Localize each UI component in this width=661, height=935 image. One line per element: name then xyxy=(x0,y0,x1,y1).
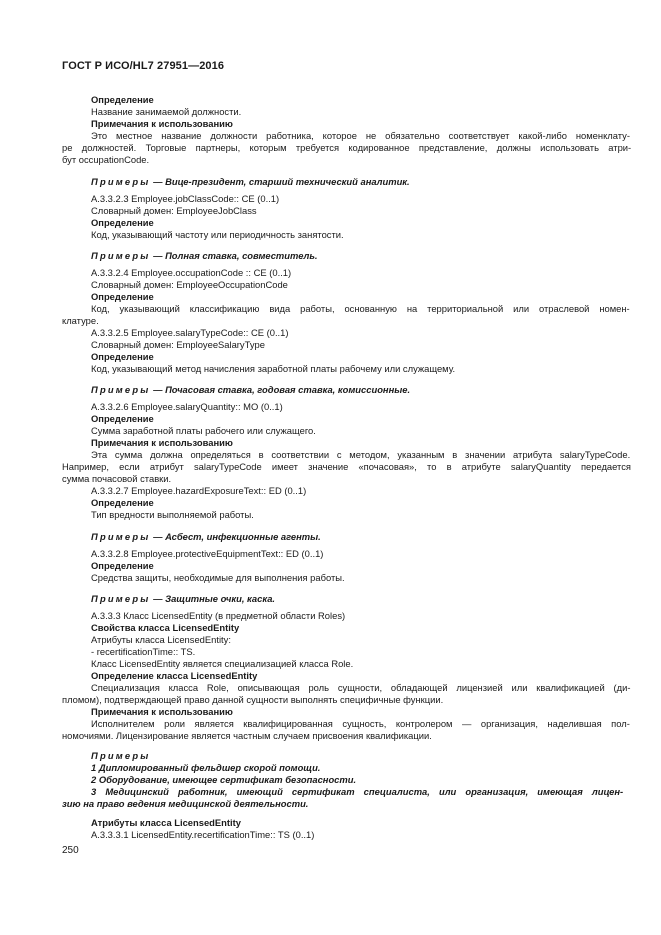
line-text: Например, если атрибут salaryTypeCode имеет значение «почасовая», то в атрибуте salaryQuantity передается xyxy=(62,461,631,472)
line-text: Примечания к использованию xyxy=(91,706,233,717)
section-heading xyxy=(91,560,154,571)
line-text: Словарный домен: EmployeeOccupationCode xyxy=(91,279,288,290)
example-line xyxy=(91,762,320,773)
text-line xyxy=(91,339,265,350)
line-text: Тип вредности выполняемой работы. xyxy=(91,509,254,520)
section-heading xyxy=(91,622,239,633)
line-text: Примечания к использованию xyxy=(91,437,233,448)
text-line xyxy=(91,193,279,204)
text-line xyxy=(91,425,316,436)
line-text: Определение класса LicensedEntity xyxy=(91,670,258,681)
page-number: 250 xyxy=(62,845,79,856)
line-text: пломом), подтверждающей право данной сущности выполнять специфичные функции. xyxy=(62,694,444,705)
text-line xyxy=(62,142,631,153)
example-line xyxy=(91,593,275,604)
section-heading xyxy=(91,413,154,424)
document-header: ГОСТ Р ИСО/HL7 27951—2016 xyxy=(62,60,225,72)
line-text: Атрибуты класса LicensedEntity xyxy=(91,817,241,828)
text-line xyxy=(62,473,171,484)
line-text: Сумма заработной платы рабочего или служащего. xyxy=(91,425,316,436)
text-line xyxy=(91,229,344,240)
line-text: Специализация класса Role, описывающая роль сущности, обладающей лицензией или квалификацией (ди- xyxy=(91,682,631,693)
line-text: Атрибуты класса LicensedEntity: xyxy=(91,634,231,645)
line-text: Определение xyxy=(91,497,154,508)
text-line xyxy=(91,106,241,117)
line-text: ре должностей. Торговые партнеры, которым требуется кодированное представление, должны использовать атри- xyxy=(62,142,632,153)
line-text: Средства защиты, необходимые для выполнения работы. xyxy=(91,572,345,583)
line-text: — Защитные очки, каска. xyxy=(150,593,276,604)
line-text: А.3.3.2.5 Employee.salaryTypeCode:: CE (0..1) xyxy=(91,327,289,338)
section-heading xyxy=(91,351,154,362)
line-text: 1 Дипломированный фельдшер скорой помощи. xyxy=(91,762,321,773)
examples-label: Примеры xyxy=(91,750,151,761)
section-heading xyxy=(91,670,257,681)
line-text: А.3.3.3.1 LicensedEntity.recertificationTime:: TS (0..1) xyxy=(91,829,315,840)
section-heading xyxy=(91,706,233,717)
example-line xyxy=(91,786,623,797)
line-text: Словарный домен: EmployeeSalaryType xyxy=(91,339,265,350)
text-line xyxy=(91,205,257,216)
section-heading xyxy=(91,437,233,448)
text-line xyxy=(62,461,631,472)
section-heading xyxy=(91,291,154,302)
line-text: Название занимаемой должности. xyxy=(91,106,242,117)
line-text: А.3.3.2.7 Employee.hazardExposureText:: ED (0..1) xyxy=(91,485,307,496)
text-line xyxy=(91,401,283,412)
examples-label: Примеры xyxy=(91,531,151,542)
text-line xyxy=(91,548,323,559)
example-line xyxy=(91,176,410,187)
text-line xyxy=(62,730,432,741)
text-line xyxy=(91,279,288,290)
line-text: сумма почасовой ставки. xyxy=(62,473,172,484)
section-heading xyxy=(91,497,154,508)
section-heading xyxy=(91,94,154,105)
text-line xyxy=(91,303,630,314)
text-line xyxy=(91,610,345,621)
line-text: Это местное название должности работника, которое не обязательно соответствует какой-либо номенклату- xyxy=(91,130,630,141)
line-text: Определение xyxy=(91,413,154,424)
line-text: Эта сумма должна определяться в соответствии с методом, указанным в значении атрибута salaryTypeCode. xyxy=(91,449,631,460)
line-text: Определение xyxy=(91,217,154,228)
line-text: Определение xyxy=(91,291,154,302)
text-line xyxy=(91,267,291,278)
line-text: 3 Медицинский работник, имеющий сертификат специалиста, или организация, имеющая лицен- xyxy=(91,786,624,797)
line-text: А.3.3.2.4 Employee.occupationCode :: CE (0..1) xyxy=(91,267,292,278)
line-text: Примечания к использованию xyxy=(91,118,233,129)
examples-label: Примеры xyxy=(91,593,151,604)
example-line xyxy=(91,384,410,395)
example-line xyxy=(91,750,150,761)
line-text: клатуре. xyxy=(62,315,99,326)
example-line xyxy=(91,774,356,785)
text-line xyxy=(91,658,353,669)
line-text: Определение xyxy=(91,94,154,105)
text-line xyxy=(91,130,630,141)
text-line xyxy=(91,718,630,729)
line-text: Определение xyxy=(91,351,154,362)
text-line xyxy=(62,694,443,705)
section-heading xyxy=(91,217,154,228)
line-text: Код, указывающий частоту или периодичность занятости. xyxy=(91,229,344,240)
line-text: номочиями. Лицензирование является частным случаем присвоения квалификации. xyxy=(62,730,432,741)
line-text: А.3.3.2.6 Employee.salaryQuantity:: MO (0..1) xyxy=(91,401,283,412)
text-line xyxy=(62,315,99,326)
line-text: Исполнителем роли является квалифицированная сущность, контролером — организация, наделившая пол- xyxy=(91,718,630,729)
text-line xyxy=(62,154,149,165)
line-text: 2 Оборудование, имеющее сертификат безопасности. xyxy=(91,774,357,785)
text-line xyxy=(91,485,306,496)
example-line xyxy=(91,531,321,542)
example-line xyxy=(91,250,318,261)
text-line xyxy=(91,634,231,645)
line-text: Код, указывающий метод начисления заработной платы рабочему или служащему. xyxy=(91,363,456,374)
text-line xyxy=(91,572,345,583)
line-text: Свойства класса LicensedEntity xyxy=(91,622,240,633)
text-line xyxy=(91,327,289,338)
examples-label: Примеры xyxy=(91,384,151,395)
examples-label: Примеры xyxy=(91,250,151,261)
line-text: бут occupationCode. xyxy=(62,154,150,165)
example-line xyxy=(62,798,308,809)
text-line xyxy=(91,449,630,460)
text-line xyxy=(91,646,195,657)
line-text: — Асбест, инфекционные агенты. xyxy=(150,531,321,542)
line-text: Код, указывающий классификацию вида работы, основанную на территориальной или отраслевой номен- xyxy=(91,303,630,314)
text-line xyxy=(91,682,630,693)
line-text: А.3.3.2.8 Employee.protectiveEquipmentText:: ED (0..1) xyxy=(91,548,324,559)
text-line xyxy=(91,829,314,840)
text-line xyxy=(91,509,254,520)
line-text: А.3.3.3 Класс LicensedEntity (в предметной области Roles) xyxy=(91,610,346,621)
line-text: Словарный домен: EmployeeJobClass xyxy=(91,205,257,216)
line-text: — Полная ставка, совместитель. xyxy=(150,250,318,261)
line-text: Определение xyxy=(91,560,154,571)
line-text: А.3.3.2.3 Employee.jobClassCode:: CE (0..1) xyxy=(91,193,280,204)
section-heading xyxy=(91,118,233,129)
line-text: - recertificationTime:: TS. xyxy=(91,646,196,657)
line-text: — Вице-президент, старший технический аналитик. xyxy=(150,176,410,187)
examples-label: Примеры xyxy=(91,176,151,187)
line-text: — Почасовая ставка, годовая ставка, комиссионные. xyxy=(150,384,411,395)
text-line xyxy=(91,363,455,374)
section-heading xyxy=(91,817,241,828)
line-text: зию на право ведения медицинской деятельности. xyxy=(62,798,309,809)
line-text: Класс LicensedEntity является специализацией класса Role. xyxy=(91,658,354,669)
